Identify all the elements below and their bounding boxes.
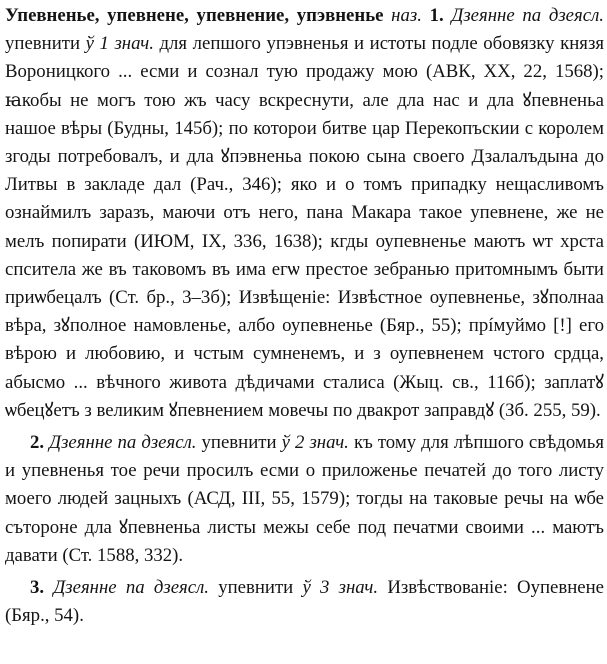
sense-text: для лепшого упэвненья и истоты подле обовязку князя Вороницкого ... есми и сознал тую продажу мою (АВК, XX, 22, 1568); ꙗкобы не могъ тою жъ часу вскреснути, але дла нас и дла ꙋпевненьа нашое вѣры (Будны, 145б); по которои битве цар Перекопъскии с королем згоды потребовалъ, и дла ꙋпэвненьа покою сына своего Дзалалъдына до Литвы в закладе дал (Рач., 346); яко и о томъ припадку нещасливомъ ознаймилъ заразъ, маючи отъ него, пана Макара такое упевнене, же не мелъ попирати (ИЮМ, IX, 336, 1638); кгды оупевненье маютъ ѡт хрста спситела же въ таковомъ въ има егѡ престое зебранью притомнымъ быти приѡбецалъ (Ст. бр., 3–3б); Извѣщеніе: Извѣстное оупевненье, зꙋполнаа вѣра, зꙋполное намовленье, албо оупевненье (Бяр., 55); прíмуймо [!] его вѣрою и любовию, и чстым сумненемъ, и з оупевненем чстого срдца, абысмо ... вѣчного живота дѣдичами сталиса (Жыц. св., 116б); заплатꙋ ѡбецꙋетъ з великим ꙋпевнением мовечы по двакрот заправдꙋ (Зб. 255, 59). (5, 33, 604, 421)
sense-label: Дзеянне па дзеясл. (451, 5, 604, 26)
sense-text: къ тому для лѣпшого свѣдомья и упевненья тое речи просилъ есми о приложенье печатей до того листу моего людей зацныхъ (АСД, III, 55, 1579); тогды на таковые речы на ѡбе сътороне дла ꙋпевненьа листы межы себе под печатми своими ... маютъ давати (Ст. 1588, 332). (5, 432, 605, 566)
sense-text: Извѣствованіе: Оупевнене (Бяр., 54). (5, 577, 605, 627)
dictionary-entry (5, 2, 604, 425)
sense-number: 2. (30, 432, 45, 454)
sense-ref: ў 3 знач. (302, 577, 379, 599)
sense-label: Дзеянне па дзеясл. (53, 577, 209, 599)
sense-ref-word: упевнити (201, 432, 277, 454)
sense-number: 1. (429, 5, 444, 26)
sense-label: Дзеянне па дзеясл. (49, 432, 197, 454)
sense-ref: ў 1 знач. (85, 33, 154, 55)
sense-number: 3. (30, 577, 45, 599)
part-of-speech: наз. (391, 5, 422, 26)
sense-ref-word: упевнити (5, 33, 81, 55)
dictionary-sense (5, 574, 604, 630)
dictionary-sense (5, 429, 604, 570)
sense-ref: ў 2 знач. (281, 432, 349, 454)
headword: Упевненье, упевнене, упевнение, упэвненье (5, 5, 384, 26)
sense-ref-word: упевнити (218, 577, 294, 599)
